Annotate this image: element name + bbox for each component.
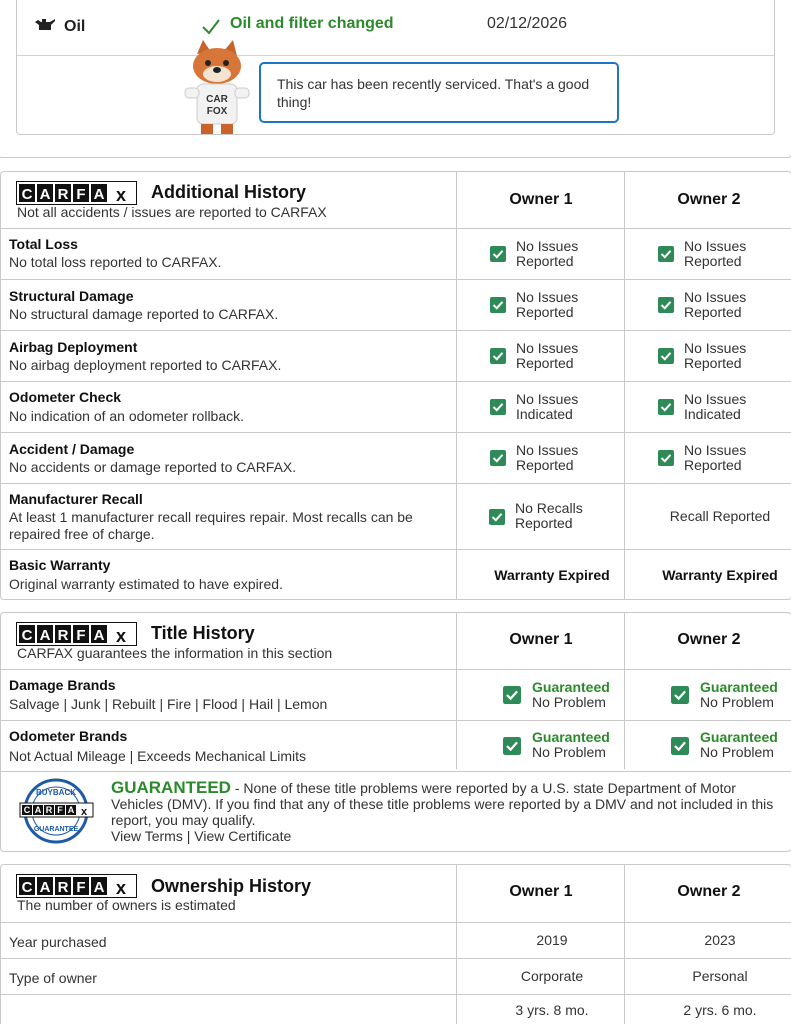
section-subtitle: Not all accidents / issues are reported to CARFAX — [17, 204, 327, 220]
owner-1-status: No Issues Indicated — [516, 391, 579, 422]
svg-text:BUYBACK: BUYBACK — [36, 788, 76, 797]
owner-2-value: 2 yrs. 6 mo. — [683, 1002, 757, 1018]
row-label: Airbag Deployment — [9, 339, 138, 355]
svg-text:CAR: CAR — [206, 94, 228, 105]
checkmark-icon — [201, 18, 221, 36]
owner-2-status: Guaranteed No Problem — [700, 729, 778, 760]
svg-text:C: C — [21, 186, 33, 203]
svg-text:A: A — [39, 627, 51, 644]
table-row — [1, 381, 791, 432]
owner-2-status: No Issues Reported — [684, 340, 747, 371]
svg-text:F: F — [76, 186, 86, 203]
guarantee-description: - None of these title problems were reported by a U.S. state Department of Motor Vehicles (DMV). If you find that any of these title problems were reported by a DMV and not included in this report, you may qualify. — [111, 780, 774, 828]
svg-text:R: R — [57, 186, 69, 203]
table-row — [1, 922, 791, 958]
checkbox-checked-icon — [658, 246, 674, 262]
row-label: Total Loss — [9, 236, 78, 252]
owner-1-header: Owner 1 — [509, 631, 573, 648]
owner-1-status: Warranty Expired — [494, 567, 610, 583]
view-terms-link[interactable]: View Terms — [111, 828, 183, 844]
table-row — [1, 549, 791, 600]
svg-text:x: x — [115, 185, 127, 205]
row-label: Structural Damage — [9, 288, 134, 304]
svg-text:A: A — [34, 805, 42, 815]
link-separator: | — [182, 828, 195, 844]
owner-2-header: Owner 2 — [677, 631, 741, 648]
owner-1-status: Guaranteed No Problem — [532, 679, 610, 710]
owner-1-status: No Recalls Reported — [515, 500, 583, 531]
checkbox-checked-icon — [671, 737, 689, 755]
table-row — [1, 669, 791, 720]
oil-can-icon — [34, 17, 56, 33]
owner-1-status: No Issues Reported — [516, 238, 579, 269]
owner-2-header: Owner 2 — [677, 883, 741, 900]
checkbox-checked-icon — [503, 737, 521, 755]
svg-text:A: A — [93, 186, 105, 203]
owner-2-status: No Issues Reported — [684, 442, 747, 473]
owner-2-status: No Issues Indicated — [684, 391, 747, 422]
owner-2-status: Guaranteed No Problem — [700, 679, 778, 710]
svg-text:R: R — [57, 627, 69, 644]
table-row — [1, 720, 791, 771]
svg-text:F: F — [57, 805, 63, 815]
owner-1-header: Owner 1 — [509, 883, 573, 900]
row-description: Not Actual Mileage | Exceeds Mechanical Limits — [9, 748, 306, 764]
guarantee-text — [111, 780, 776, 844]
row-label: Accident / Damage — [9, 441, 135, 457]
svg-text:R: R — [45, 805, 53, 815]
carfox-mascot-image — [175, 38, 259, 134]
table-row — [1, 432, 791, 483]
checkbox-checked-icon — [671, 686, 689, 704]
svg-text:C: C — [23, 805, 31, 815]
row-description: No indication of an odometer rollback. — [9, 408, 245, 424]
title-history-section — [0, 612, 791, 852]
owner-1-status: No Issues Reported — [516, 442, 579, 473]
owner-2-status: No Issues Reported — [684, 289, 747, 320]
owner-1-header: Owner 1 — [509, 191, 573, 208]
ownership-history-section — [0, 864, 791, 1024]
svg-text:A: A — [39, 879, 51, 896]
table-row — [1, 483, 791, 549]
table-row — [1, 958, 791, 994]
view-certificate-link[interactable]: View Certificate — [194, 828, 292, 844]
checkbox-checked-icon — [503, 686, 521, 704]
service-record-card — [16, 0, 775, 135]
svg-text:A: A — [39, 186, 51, 203]
carfax-logo — [16, 874, 137, 898]
section-title: Ownership History — [151, 876, 312, 896]
service-date: 02/12/2026 — [487, 15, 568, 32]
checkbox-checked-icon — [490, 246, 506, 262]
section-header-row — [1, 613, 791, 669]
svg-text:R: R — [57, 879, 69, 896]
svg-text:A: A — [93, 627, 105, 644]
owner-1-value: 3 yrs. 8 mo. — [515, 1002, 589, 1018]
owner-1-value: Corporate — [520, 968, 584, 984]
row-label: Odometer Check — [9, 389, 122, 405]
svg-text:F: F — [76, 627, 86, 644]
speech-bubble: This car has been recently serviced. That's a good thing! — [259, 62, 619, 123]
table-row — [1, 330, 791, 381]
row-description: No total loss reported to CARFAX. — [9, 254, 222, 270]
carfax-logo — [16, 181, 137, 205]
checkbox-checked-icon — [489, 509, 505, 525]
svg-text:x: x — [115, 878, 127, 898]
owner-1-status: Guaranteed No Problem — [532, 729, 610, 760]
checkbox-checked-icon — [658, 297, 674, 313]
row-description: No accidents or damage reported to CARFAX. — [9, 459, 297, 475]
row-label: Year purchased — [9, 934, 107, 950]
owner-2-header: Owner 2 — [677, 191, 741, 208]
svg-text:x: x — [80, 806, 88, 818]
svg-text:A: A — [93, 879, 105, 896]
carfax-logo — [16, 622, 137, 646]
checkbox-checked-icon — [490, 297, 506, 313]
owner-1-value: 2019 — [536, 932, 568, 948]
table-row — [1, 279, 791, 330]
section-title: Title History — [151, 623, 255, 643]
row-label: Damage Brands — [9, 677, 116, 693]
svg-text:GUARANTEE: GUARANTEE — [33, 826, 79, 833]
service-item-label: Oil — [64, 18, 86, 35]
guaranteed-label: GUARANTEED — [111, 778, 231, 797]
owner-1-status: No Issues Reported — [516, 340, 579, 371]
row-label: Odometer Brands — [9, 728, 128, 744]
checkbox-checked-icon — [490, 348, 506, 364]
buyback-guarantee-seal — [16, 778, 97, 845]
owner-2-value: 2023 — [704, 932, 736, 948]
section-subtitle: The number of owners is estimated — [17, 897, 236, 913]
section-header-row — [1, 172, 791, 228]
checkbox-checked-icon — [658, 399, 674, 415]
table-row — [1, 228, 791, 279]
row-description: Salvage | Junk | Rebuilt | Fire | Flood | Hail | Lemon — [9, 696, 328, 712]
guarantee-block — [1, 771, 791, 852]
svg-text:C: C — [21, 879, 33, 896]
row-description: At least 1 manufacturer recall requires repair. Most recalls can be repaired free of charge. — [9, 509, 413, 542]
row-label: Basic Warranty — [9, 557, 111, 573]
owner-2-value: Personal — [692, 968, 748, 984]
table-row — [1, 994, 791, 1024]
section-subtitle: CARFAX guarantees the information in this section — [17, 645, 333, 661]
row-description: Original warranty estimated to have expired. — [9, 576, 283, 592]
svg-text:FOX: FOX — [206, 106, 228, 117]
svg-text:A: A — [67, 805, 75, 815]
section-header-row — [1, 865, 791, 922]
row-label: Manufacturer Recall — [9, 491, 143, 507]
service-status: Oil and filter changed — [230, 15, 394, 32]
checkbox-checked-icon — [490, 450, 506, 466]
svg-text:C: C — [21, 627, 33, 644]
row-label: Type of owner — [9, 970, 97, 986]
divider — [17, 55, 774, 56]
row-description: No airbag deployment reported to CARFAX. — [9, 357, 282, 373]
svg-text:F: F — [76, 879, 86, 896]
owner-1-status: No Issues Reported — [516, 289, 579, 320]
owner-2-status: Recall Reported — [669, 508, 771, 524]
owner-2-status: Warranty Expired — [662, 567, 778, 583]
svg-text:x: x — [115, 626, 127, 646]
additional-history-section — [0, 171, 791, 600]
row-description: No structural damage reported to CARFAX. — [9, 306, 279, 322]
owner-2-status: No Issues Reported — [684, 238, 747, 269]
section-title: Additional History — [151, 182, 307, 202]
checkbox-checked-icon — [490, 399, 506, 415]
checkbox-checked-icon — [658, 450, 674, 466]
checkbox-checked-icon — [658, 348, 674, 364]
